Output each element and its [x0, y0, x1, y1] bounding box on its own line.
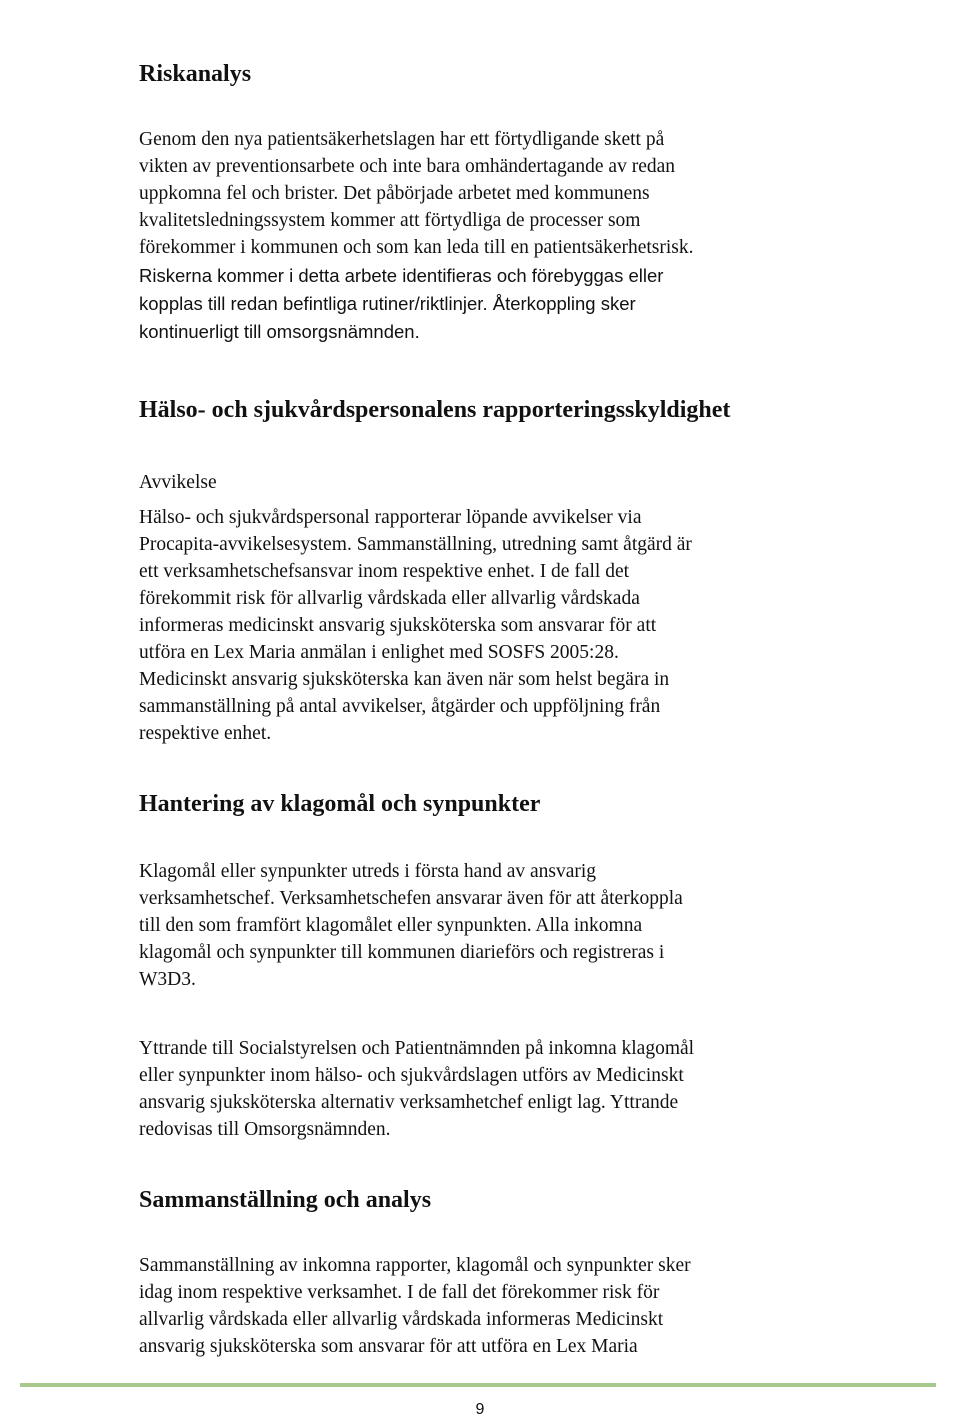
- sammanstallning-line-4: ansvarig sjuksköterska som ansvarar för att utföra en Lex Maria: [139, 1336, 638, 1357]
- heading-klagomal: Hantering av klagomål och synpunkter: [139, 791, 541, 817]
- klagomal-p2-line-1: Yttrande till Socialstyrelsen och Patientnämnden på inkomna klagomål: [139, 1038, 695, 1059]
- riskanalys-line-2: vikten av preventionsarbete och inte bara omhändertagande av redan: [139, 156, 676, 177]
- riskanalys-line-7: kopplas till redan befintliga rutiner/riktlinjer. Återkoppling sker: [139, 293, 636, 314]
- klagomal-p1-line-4: klagomål och synpunkter till kommunen diarieförs och registreras i: [139, 942, 665, 963]
- heading-sammanstallning: Sammanställning och analys: [139, 1187, 432, 1213]
- klagomal-p1-line-5: W3D3.: [139, 969, 196, 990]
- sammanstallning-line-2: idag inom respektive verksamhet. I de fall det förekommer risk för: [139, 1282, 660, 1303]
- rapportering-line-9: respektive enhet.: [139, 723, 272, 744]
- rapportering-line-8: sammanställning på antal avvikelser, åtgärder och uppföljning från: [139, 696, 661, 717]
- riskanalys-line-1: Genom den nya patientsäkerhetslagen har ett förtydligande skett på: [139, 129, 665, 150]
- riskanalys-line-4: kvalitetsledningssystem kommer att förtydliga de processer som: [139, 210, 641, 231]
- sammanstallning-line-3: allvarlig vårdskada eller allvarlig vårdskada informeras Medicinskt: [139, 1309, 664, 1330]
- rapportering-line-3: ett verksamhetschefsansvar inom respektive enhet. I de fall det: [139, 561, 630, 582]
- riskanalys-line-6: Riskerna kommer i detta arbete identifieras och förebyggas eller: [139, 265, 664, 286]
- page-number: 9: [475, 1401, 485, 1418]
- heading-riskanalys: Riskanalys: [139, 61, 252, 87]
- klagomal-p2-line-4: redovisas till Omsorgsnämnden.: [139, 1119, 391, 1140]
- sammanstallning-line-1: Sammanställning av inkomna rapporter, klagomål och synpunkter sker: [139, 1255, 691, 1276]
- rapportering-line-6: utföra en Lex Maria anmälan i enlighet med SOSFS 2005:28.: [139, 642, 619, 663]
- klagomal-p2-line-3: ansvarig sjuksköterska alternativ verksamhetchef enligt lag. Yttrande: [139, 1092, 679, 1113]
- klagomal-p1-line-2: verksamhetschef. Verksamhetschefen ansvarar även för att återkoppla: [139, 888, 683, 909]
- rapportering-line-4: förekommit risk för allvarlig vårdskada eller allvarlig vårdskada: [139, 588, 640, 609]
- riskanalys-line-3: uppkomna fel och brister. Det påbörjade arbetet med kommunens: [139, 183, 650, 204]
- subheading-avvikelse: Avvikelse: [139, 472, 217, 493]
- footer-rule: [20, 1383, 936, 1387]
- riskanalys-line-5: förekommer i kommunen och som kan leda till en patientsäkerhetsrisk.: [139, 237, 694, 258]
- riskanalys-line-8: kontinuerligt till omsorgsnämnden.: [139, 321, 420, 342]
- heading-rapporteringsskyldighet: Hälso- och sjukvårdspersonalens rapporteringsskyldighet: [139, 397, 731, 423]
- rapportering-line-2: Procapita-avvikelsesystem. Sammanställning, utredning samt åtgärd är: [139, 534, 692, 555]
- rapportering-line-1: Hälso- och sjukvårdspersonal rapporterar löpande avvikelser via: [139, 507, 642, 528]
- klagomal-p1-line-1: Klagomål eller synpunkter utreds i första hand av ansvarig: [139, 861, 597, 882]
- rapportering-line-7: Medicinskt ansvarig sjuksköterska kan även när som helst begära in: [139, 669, 670, 690]
- klagomal-p2-line-2: eller synpunkter inom hälso- och sjukvårdslagen utförs av Medicinskt: [139, 1065, 684, 1086]
- rapportering-line-5: informeras medicinskt ansvarig sjuksköterska som ansvarar för att: [139, 615, 657, 636]
- klagomal-p1-line-3: till den som framfört klagomålet eller synpunkten. Alla inkomna: [139, 915, 643, 936]
